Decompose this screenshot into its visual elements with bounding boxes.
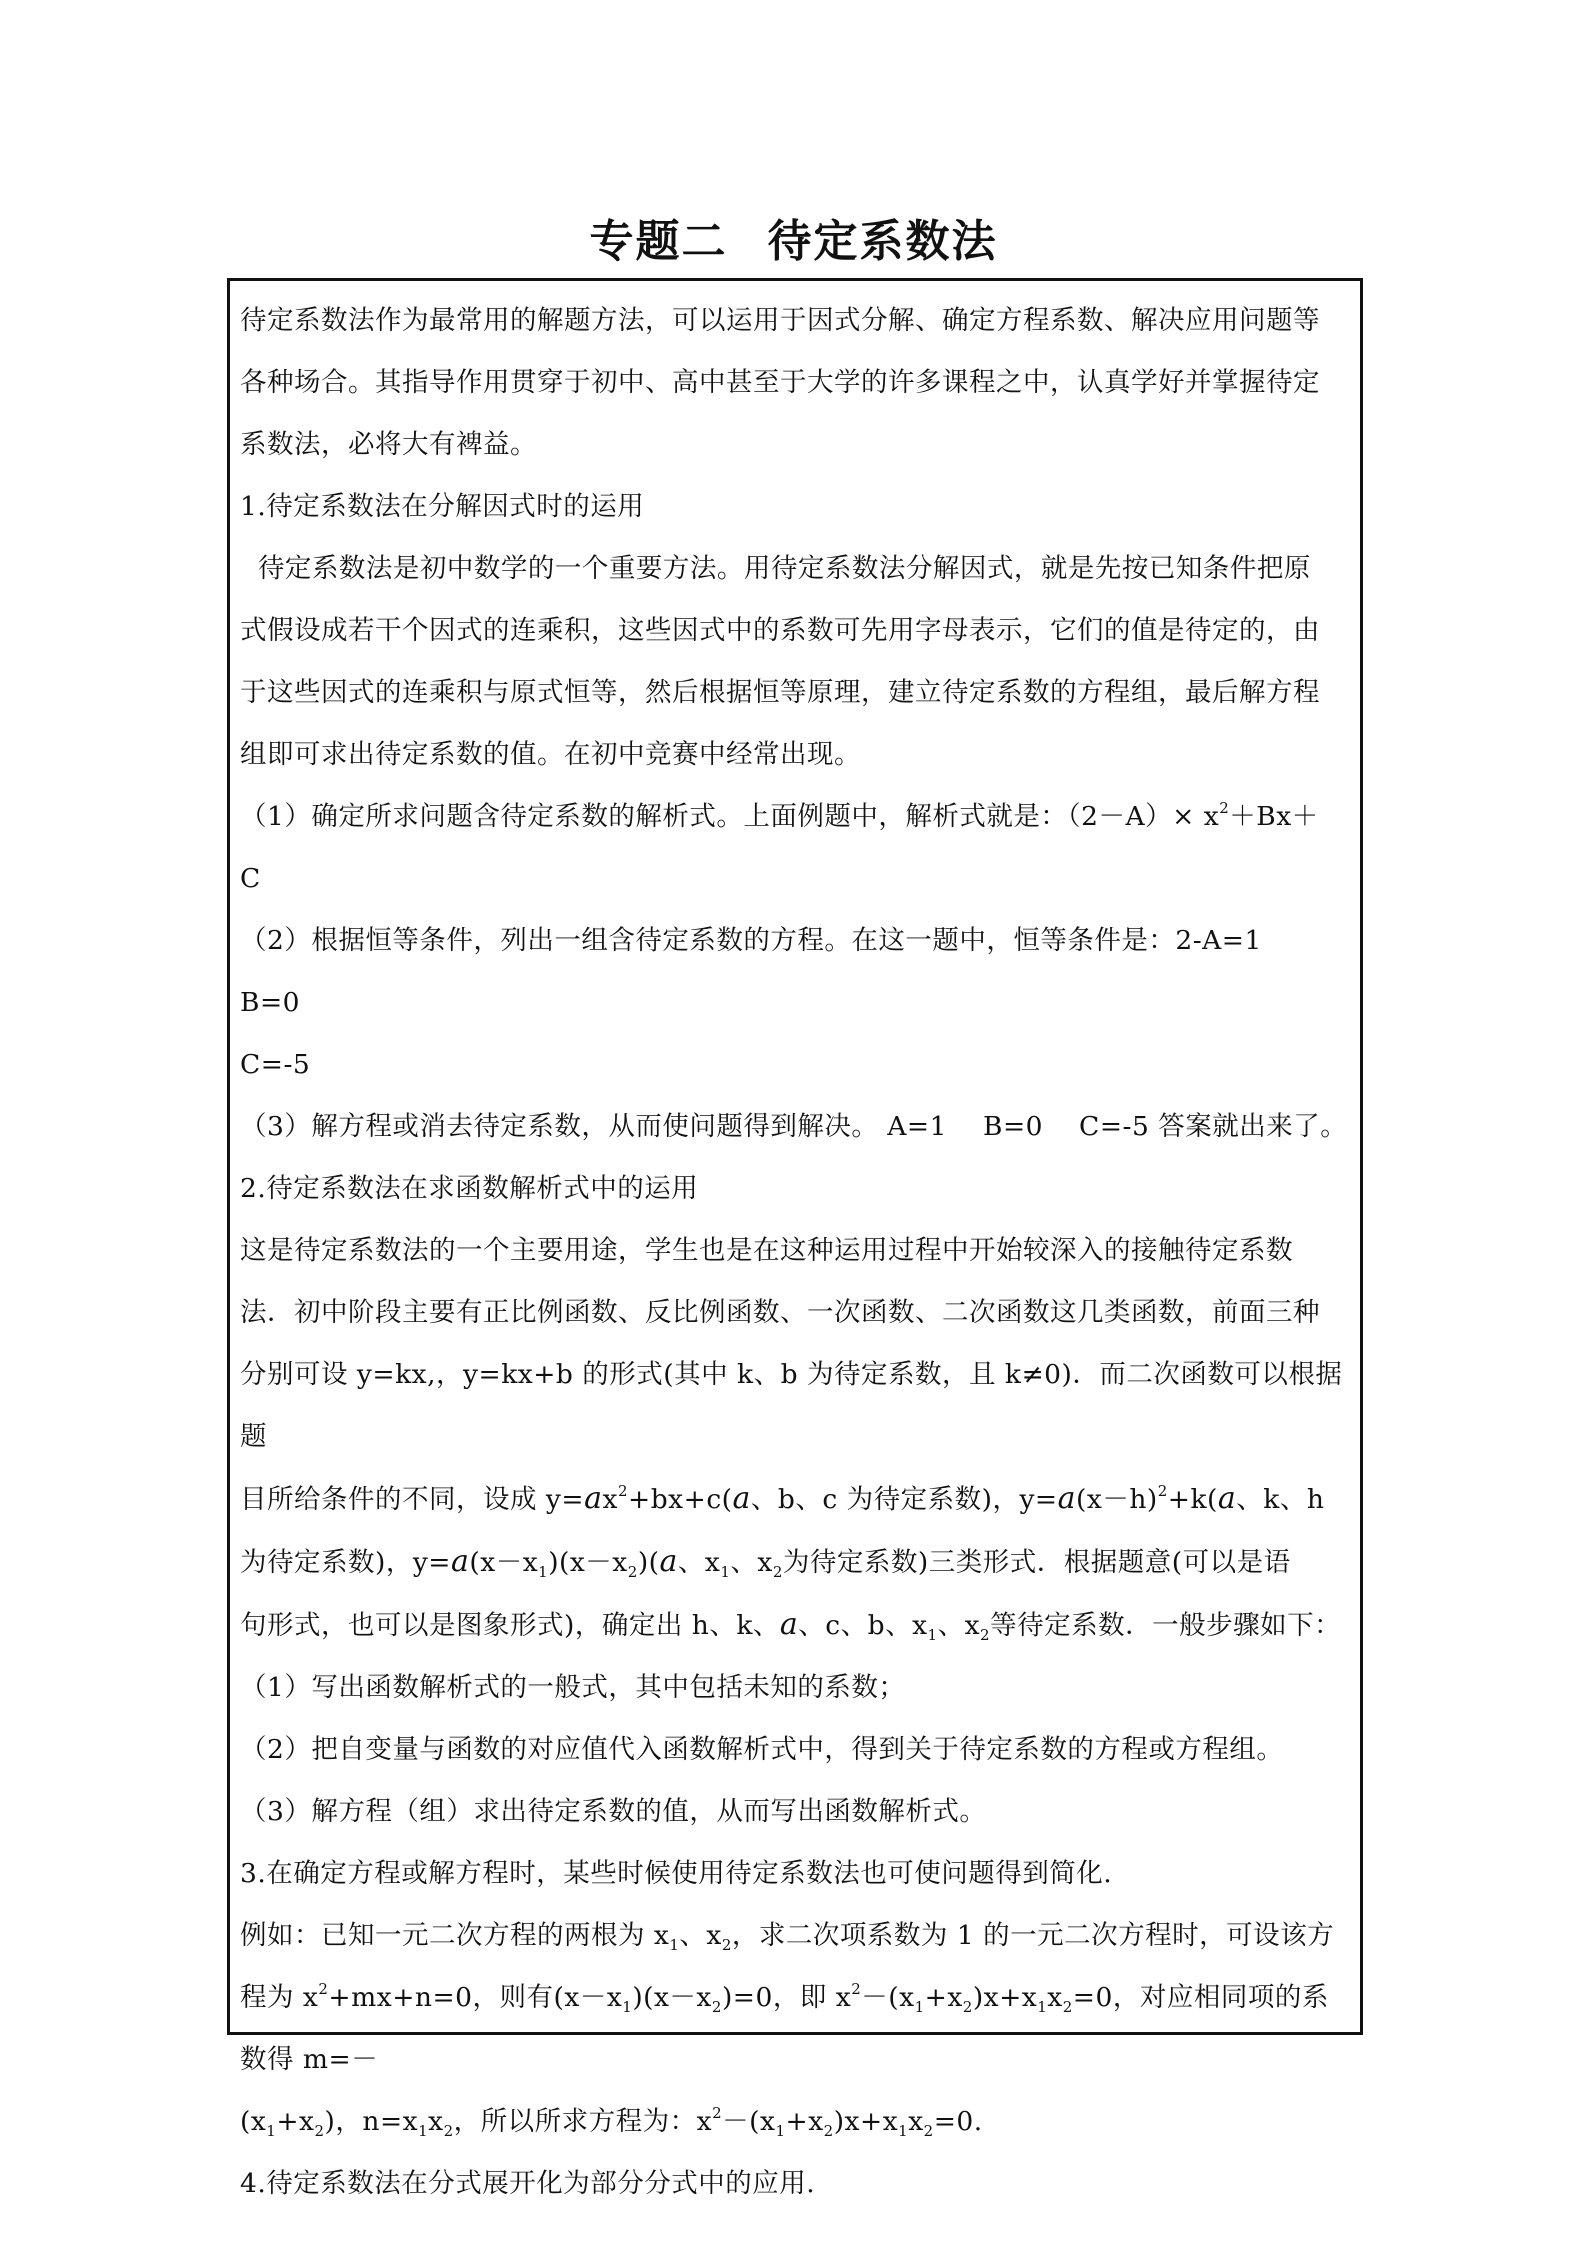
s1-step-3: （3）解方程或消去待定系数，从而使问题得到解决。 A=1 B=0 C=-5 答案就出来了。 [240,1111,1348,1142]
section-1-heading: 1.待定系数法在分解因式时的运用 [240,491,645,522]
s1-step-2: （2）根据恒等条件，列出一组含待定系数的方程。在这一题中，恒等条件是：2-A=1B=0 [240,925,1262,1018]
s1-para-line: 式假设成若干个因式的连乘积，这些因式中的系数可先用字母表示，它们的值是待定的，由 [240,615,1320,646]
s2-line: 目所给条件的不同，设成 $y=ax^2+bx+c(a$、b、c 为待定系数)，$y=a(x-h)^2+k(a$、k、h [240,1481,1325,1516]
s1-para-line: 组即可求出待定系数的值。在初中竞赛中经常出现。 [240,739,861,770]
section-2-heading: 2.待定系数法在求函数解析式中的运用 [240,1173,699,1204]
s2-step-1: （1）写出函数解析式的一般式，其中包括未知的系数； [240,1672,906,1703]
s2-line: 法．初中阶段主要有正比例函数、反比例函数、一次函数、二次函数这几类函数，前面三种 [240,1297,1320,1328]
page-title [0,205,1587,269]
intro-line: 各种场合。其指导作用贯穿于初中、高中甚至于大学的许多课程之中，认真学好并掌握待定 [240,367,1320,398]
s2-line: 句形式，也可以是图象形式)，确定出 h、k、a、c、b、$x_1$、$x_2$等待定系数．一般步骤如下： [240,1607,1342,1644]
s3-line: 程为 $x^2+mx+n=0$，则有$(x-x_1)(x-x_2)=0$，即 $x^2-(x_1+x_2)x+x_1x_2=0$，对应相同项的系数得 m=－ [240,1980,1329,2075]
s2-line: 为待定系数)，$y=a(x-x_1)(x-x_2)(a$、$x_1$、$x_2$为待定系数)三类形式．根据题意(可以是语 [240,1544,1291,1581]
s2-step-3: （3）解方程（组）求出待定系数的值，从而写出函数解析式。 [240,1796,987,1827]
s2-step-2: （2）把自变量与函数的对应值代入函数解析式中，得到关于待定系数的方程或方程组。 [240,1734,1284,1765]
s1-step-2-cont: C=-5 [240,1049,311,1080]
section-4-heading: 4.待定系数法在分式展开化为部分分式中的应用. [240,2168,816,2199]
s3-line: 例如：已知一元二次方程的两根为 $x_1$、$x_2$，求二次项系数为 1 的一元二次方程时，可设该方 [240,1920,1335,1954]
s1-step-1: （1）确定所求问题含待定系数的解析式。上面例题中，解析式就是：$(2-A)\times x^2+Bx+$ [240,799,1319,832]
s2-line: 分别可设 y=kx,，y=kx+b 的形式(其中 k、b 为待定系数，且 k≠0)．而二次函数可以根据题 [240,1359,1343,1452]
intro-line: 待定系数法作为最常用的解题方法，可以运用于因式分解、确定方程系数、解决应用问题等 [240,305,1320,336]
s1-para-line: 于这些因式的连乘积与原式恒等，然后根据恒等原理，建立待定系数的方程组，最后解方程 [240,677,1320,708]
title-part-1: 专题二 [589,216,728,267]
title-part-2: 待定系数法 [767,216,998,267]
content-body [240,290,1350,2215]
s1-para-line: 待定系数法是初中数学的一个重要方法。用待定系数法分解因式，就是先按已知条件把原 [240,553,1311,584]
s3-line: $(x_1+x_2)$，$n=x_1x_2$，所以所求方程为：$x^2-(x_1+x_2)x+x_1x_2=0$. [240,2104,983,2140]
s2-line: 这是待定系数法的一个主要用途，学生也是在这种运用过程中开始较深入的接触待定系数 [240,1235,1293,1266]
section-3-heading: 3.在确定方程或解方程时，某些时候使用待定系数法也可使问题得到简化. [240,1858,1113,1889]
intro-line: 系数法，必将大有裨益。 [240,429,537,460]
s1-step-1-cont: C [240,863,261,894]
